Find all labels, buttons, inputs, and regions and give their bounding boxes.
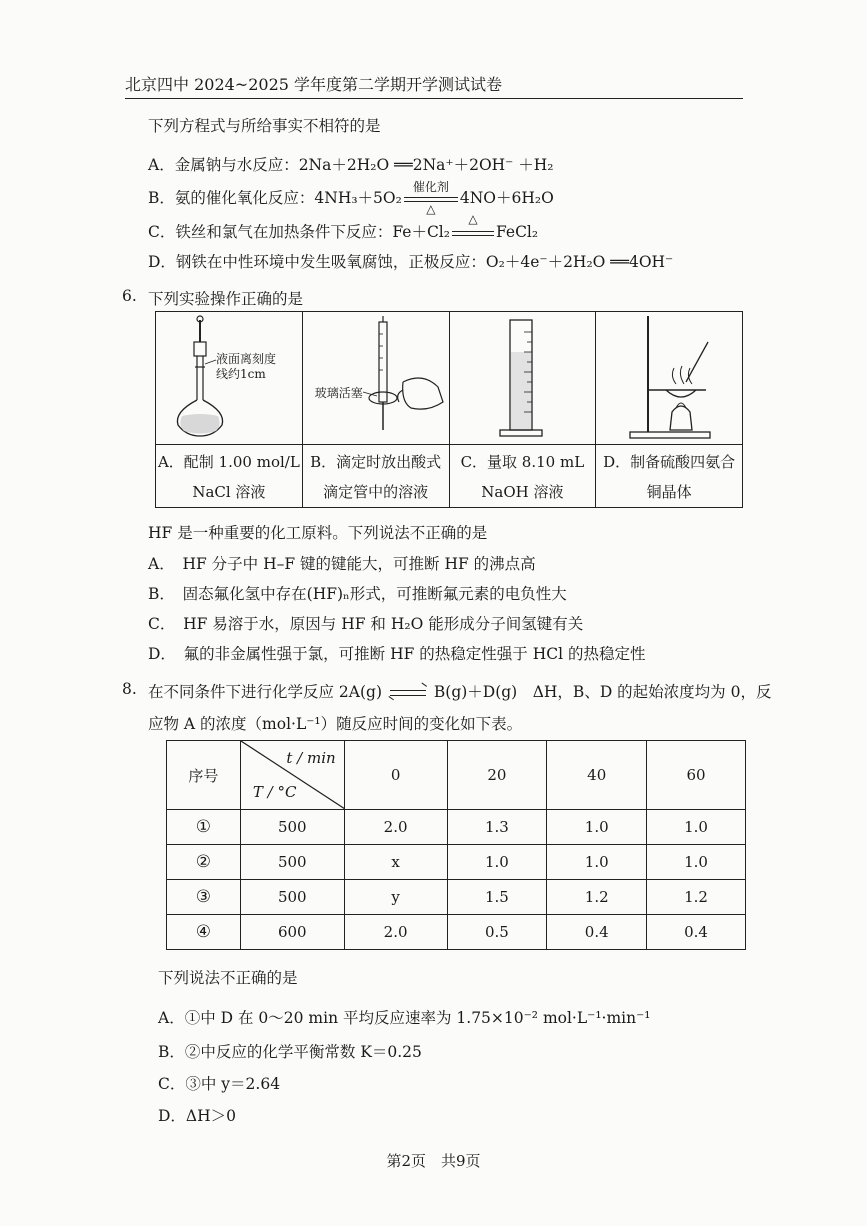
cell: 1.2: [547, 880, 647, 915]
q8-option-c: C．③中 y＝2.64: [158, 1075, 281, 1093]
apparatus-a: [156, 312, 303, 507]
reaction-arrow: [450, 212, 496, 242]
header-temp-label: T / °C: [252, 783, 297, 801]
q8-stem-line1: [148, 680, 771, 702]
table-header-row: [167, 741, 746, 810]
cell: 2.0: [344, 810, 447, 845]
q8-sub-stem: 下列说法不正确的是: [158, 969, 298, 987]
page-header: 北京四中 2024~2025 学年度第二学期开学测试试卷: [125, 72, 743, 99]
header-index: 序号: [167, 741, 241, 810]
caption-b: [303, 445, 449, 507]
flask-note-line1: 液面离刻度: [216, 352, 277, 366]
cell: 1.2: [647, 880, 746, 915]
row-index: [167, 810, 241, 845]
cell: 0.5: [447, 915, 547, 950]
q8-stem-text: 在不同条件下进行化学反应 2A(g): [148, 683, 382, 701]
header-time: 0: [344, 741, 447, 810]
concentration-table: [166, 740, 746, 950]
burette-image: [303, 312, 449, 445]
header-time: 40: [547, 741, 647, 810]
row-index: [167, 915, 241, 950]
cell: 2.0: [344, 915, 447, 950]
cell: 0.4: [547, 915, 647, 950]
table-row: [167, 880, 746, 915]
caption-b-line1: B．滴定时放出酸式: [310, 453, 442, 471]
caption-c: [450, 445, 596, 507]
cell: x: [344, 845, 447, 880]
q5-option-b-products: 4NO＋6H₂O: [459, 189, 554, 207]
row-temp: 500: [240, 810, 344, 845]
flask-note-line2: 线约1cm: [216, 367, 266, 381]
caption-c-line1: C．量取 8.10 mL: [460, 453, 585, 471]
cell: 1.0: [647, 810, 746, 845]
volumetric-flask-image: [156, 312, 302, 445]
q8-number: 8.: [122, 680, 137, 698]
table-row: [167, 915, 746, 950]
row-temp: 500: [240, 880, 344, 915]
q5-option-b-text: B．氨的催化氧化反应：4NH₃＋5O₂: [148, 189, 402, 207]
row-index-circle: ①: [195, 817, 212, 837]
equilibrium-arrow-icon: [387, 686, 429, 700]
apparatus-b: [303, 312, 450, 507]
evaporating-dish-image: [596, 312, 742, 445]
q7-option-c: C． HF 易溶于水，原因与 HF 和 H₂O 能形成分子间氢键有关: [148, 615, 584, 633]
cell: 1.5: [447, 880, 547, 915]
row-index-circle: ③: [195, 887, 212, 907]
cell: 0.4: [647, 915, 746, 950]
caption-a-line2: NaCl 溶液: [192, 483, 266, 501]
reaction-arrow: [402, 180, 460, 216]
q5-option-c-products: FeCl₂: [495, 223, 539, 241]
header-diagonal-cell: [240, 741, 344, 810]
q7-option-b: B． 固态氟化氢中存在(HF)ₙ形式，可推断氟元素的电负性大: [148, 585, 567, 603]
q6-number: 6.: [122, 287, 137, 305]
condition-heat: △: [426, 202, 436, 216]
caption-d-line1: D．制备硫酸四氨合: [603, 453, 736, 471]
table-row: [167, 845, 746, 880]
cell: 1.0: [647, 845, 746, 880]
apparatus-c: [450, 312, 597, 507]
q8-option-a: A．①中 D 在 0～20 min 平均反应速率为 1.75×10⁻² mol·L⁻¹·min⁻¹: [158, 1009, 651, 1027]
table-row: [167, 810, 746, 845]
cell: 1.0: [547, 845, 647, 880]
cell: y: [344, 880, 447, 915]
q5-option-b: [148, 180, 554, 216]
q8-option-b: B．②中反应的化学平衡常数 K＝0.25: [158, 1043, 422, 1061]
row-index-circle: ④: [195, 922, 212, 942]
row-index-circle: ②: [195, 852, 212, 872]
row-temp: 500: [240, 845, 344, 880]
q8-option-d: D．ΔH＞0: [158, 1107, 236, 1125]
q6-stem: 下列实验操作正确的是: [148, 290, 304, 308]
header-time: 60: [647, 741, 746, 810]
caption-c-line2: NaOH 溶液: [481, 483, 564, 501]
q7-option-d: D． 氟的非金属性强于氯，可推断 HF 的热稳定性强于 HCl 的热稳定性: [148, 645, 646, 663]
q8-stem-text-2: B(g)＋D(g) ΔH，B、D 的起始浓度均为 0，反: [433, 683, 772, 701]
row-index: [167, 880, 241, 915]
q5-option-a: A．金属钠与水反应：2Na＋2H₂O ══2Na⁺＋2OH⁻ ＋H₂: [148, 156, 554, 174]
caption-b-line2: 滴定管中的溶液: [323, 483, 429, 501]
q5-option-c: [148, 212, 539, 242]
graduated-cylinder-image: [450, 312, 596, 445]
q7-stem: HF 是一种重要的化工原料。下列说法不正确的是: [148, 524, 488, 542]
apparatus-table: [155, 311, 743, 508]
cell: 1.0: [547, 810, 647, 845]
row-index: [167, 845, 241, 880]
condition-catalyst: 催化剂: [412, 180, 449, 194]
header-time: 20: [447, 741, 547, 810]
page-footer: 第2页 共9页: [386, 1152, 481, 1170]
caption-d: [596, 445, 742, 507]
row-temp: 600: [240, 915, 344, 950]
q5-stem: 下列方程式与所给事实不相符的是: [148, 117, 381, 135]
caption-a: [156, 445, 302, 507]
caption-d-line2: 铜晶体: [646, 483, 692, 501]
header-time-label: t / min: [286, 749, 336, 767]
apparatus-d: [596, 312, 742, 507]
q7-option-a: A． HF 分子中 H–F 键的键能大，可推断 HF 的沸点高: [148, 555, 536, 573]
cell: 1.0: [447, 845, 547, 880]
q8-stem-line2: 应物 A 的浓度（mol·L⁻¹）随反应时间的变化如下表。: [148, 715, 523, 733]
caption-a-line1: A．配制 1.00 mol/L: [157, 453, 300, 471]
flask-note: [216, 352, 276, 382]
q5-option-c-text: C．铁丝和氯气在加热条件下反应：Fe＋Cl₂: [148, 223, 450, 241]
q5-option-d: D．钢铁在中性环境中发生吸氧腐蚀，正极反应：O₂＋4e⁻＋2H₂O ══4OH⁻: [148, 253, 674, 271]
burette-note: 玻璃活塞: [314, 386, 363, 400]
condition-heat: △: [468, 212, 478, 226]
cell: 1.3: [447, 810, 547, 845]
